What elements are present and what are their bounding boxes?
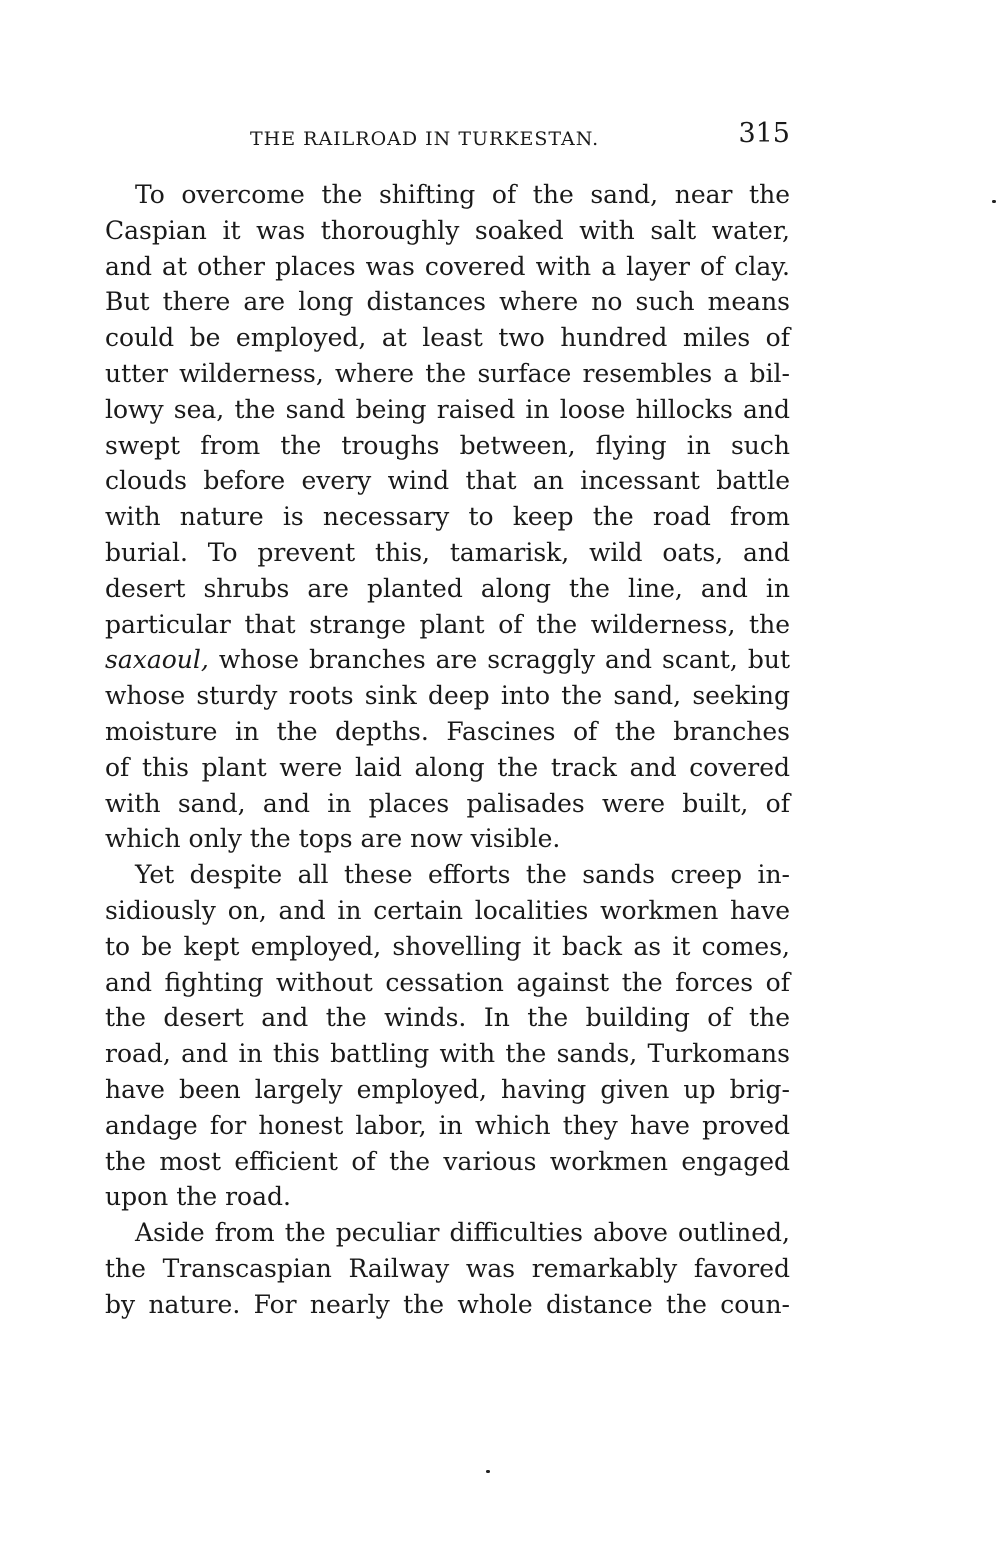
text-line: and fighting without cessation against the forces of [105,967,790,997]
text-line: swept from the troughs between, flying in such [105,430,790,460]
page-number: 315 [738,118,790,149]
ink-speck [992,200,996,203]
text-line-with-italic: saxaoul, whose branches are scraggly and scant, but [105,645,790,675]
text-line: Aside from the peculiar difficulties above outlined, [135,1218,790,1248]
text-line: road, and in this battling with the sands, Turkomans [105,1039,790,1069]
paragraph-3 [105,1215,790,1322]
text-line: have been largely employed, having given up brig- [105,1074,790,1104]
text-line: desert shrubs are planted along the line, and in [105,573,790,603]
text-line: of this plant were laid along the track and covered [105,752,790,782]
ink-speck [486,1470,490,1473]
text-line: particular that strange plant of the wilderness, the [105,609,790,639]
text-line: upon the road. [105,1182,291,1212]
text-line: andage for honest labor, in which they have proved [105,1110,790,1140]
paragraph-2 [105,857,790,1215]
running-title: THE RAILROAD IN TURKESTAN. [250,128,600,150]
text-line: moisture in the depths. Fascines of the branches [105,716,790,746]
text-line: But there are long distances where no such means [105,287,790,317]
text-line: Yet despite all these efforts the sands creep in- [135,860,790,890]
text-line: whose sturdy roots sink deep into the sand, seeking [105,681,790,711]
text-line: sidiously on, and in certain localities workmen have [105,895,790,925]
text-line: lowy sea, the sand being raised in loose hillocks and [105,394,790,424]
body-text [105,177,790,1323]
text-line: the Transcaspian Railway was remarkably favored [105,1253,790,1283]
text-line: utter wilderness, where the surface resembles a bil- [105,358,790,388]
text-line: the most efficient of the various workmen engaged [105,1146,790,1176]
text-line: the desert and the winds. In the building of the [105,1003,790,1033]
text-line: burial. To prevent this, tamarisk, wild oats, and [105,537,790,567]
italic-word: saxaoul, [105,645,209,675]
text-line: with sand, and in places palisades were built, of [105,788,790,818]
text-line: which only the tops are now visible. [105,824,561,854]
text-line: could be employed, at least two hundred miles of [105,323,790,353]
text-line: To overcome the shifting of the sand, near the [135,180,790,209]
paragraph-1 [105,177,790,857]
text-line: to be kept employed, shovelling it back as it comes, [105,931,790,961]
text-line: with nature is necessary to keep the road from [105,502,790,532]
text-line: Caspian it was thoroughly soaked with salt water, [105,215,790,245]
text-line: clouds before every wind that an incessant battle [105,466,790,496]
text-line: by nature. For nearly the whole distance the coun- [105,1289,790,1319]
text-line: and at other places was covered with a layer of clay. [105,251,790,281]
running-head [105,118,790,158]
